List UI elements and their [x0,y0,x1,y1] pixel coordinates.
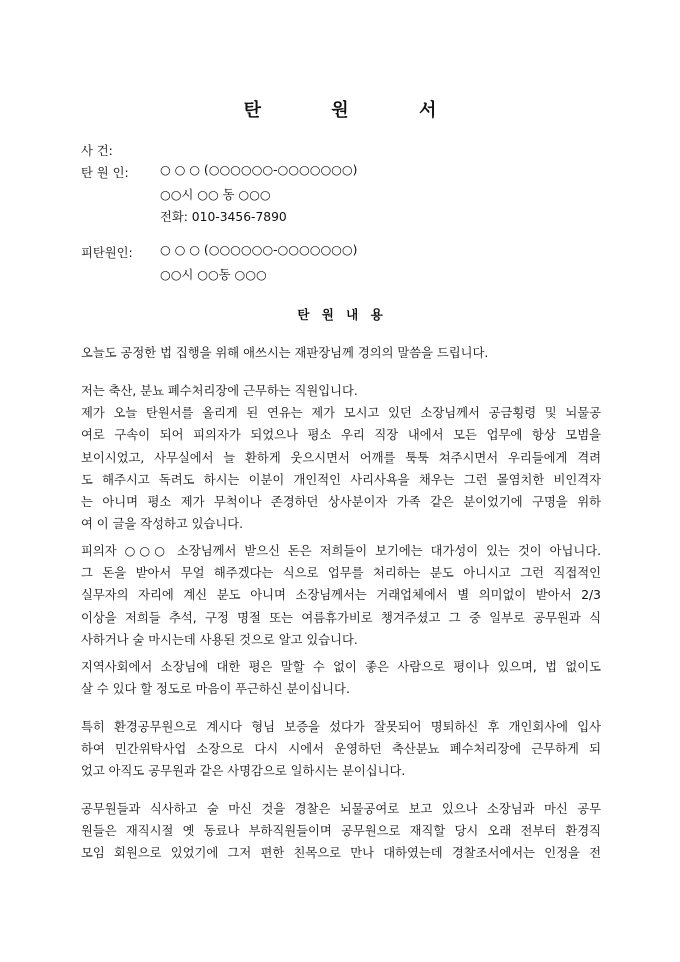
title-char: 원 [331,100,349,121]
defendant-address: ○○시 ○○동 ○○○ [160,268,267,282]
paragraph-line: 피의자 ○○○ 소장님께서 받으신 돈은 저희들이 보기에는 대가성이 있는 것이 아닙니다. [81,544,601,558]
document-title [0,96,680,122]
paragraph-line: 살 수 있다 할 정도로 마음이 푸근하신 분이십니다. [81,682,350,697]
title-char: 서 [418,100,437,121]
paragraph-line: 여 이 글을 작성하고 있습니다. [81,517,244,532]
defendant-label: 피탄원인: [81,246,133,260]
defendant-name: ○ ○ ○ (○○○○○○-○○○○○○○) [160,243,358,257]
paragraph-line: 그 돈을 받아서 무얼 해주겠다는 식으로 업무를 처리하는 분도 아니시고 그런 직접적인 [81,566,601,581]
paragraph-line: 원들은 재직시절 옛 동료나 부하직원들이며 공무원으로 재직할 당시 오래 전부터 환경직 [81,824,601,839]
title-char: 탄 [243,100,262,121]
case-label: 사 건: [81,144,113,158]
paragraph [81,798,601,865]
paragraph-line: 도 해주시고 독려도 하시는 이분이 개인적인 사리사욕을 채우는 그런 몰염치한 비인격자 [81,472,601,487]
paragraph-line: 는 아니며 평소 제가 무척이나 존경하던 상사분이자 가족 같은 분이었기에 구명을 위하 [81,494,601,509]
paragraph [81,342,601,364]
paragraph-line: 보이시었고, 사무실에서 늘 환하게 웃으시면서 어깨를 툭툭 쳐주시면서 우리들에게 격려 [81,450,601,465]
petitioner-address: ○○시 ○○ 동 ○○○ [160,188,271,202]
paragraph-line: 제가 오늘 탄원서를 올리게 된 연유는 제가 모시고 있던 소장님께서 공금횡령 및 뇌물공 [81,406,601,421]
paragraph-line: 저는 축산, 분뇨 폐수처리장에 근무하는 직원입니다. [81,384,358,398]
paragraph-line: 실무자의 자리에 계신 분도 아니며 소장님께서는 거래업체에서 별 의미없이 받아서 2/3 [81,588,601,603]
paragraph-line: 지역사회에서 소장님에 대한 평은 말할 수 없이 좋은 사람으로 평이나 있으며, 법 없이도 [81,660,601,674]
paragraph-line: 특히 환경공무원으로 계시다 형님 보증을 섰다가 잘못되어 명퇴하신 후 개인회사에 입사 [81,720,601,734]
paragraph [81,656,601,700]
paragraph-line: 모임 회원으로 있었기에 그저 편한 친목으로 만나 대하였는데 경찰조서에서는 인정을 전 [81,846,601,861]
petitioner-phone: 전화: 010-3456-7890 [160,210,287,224]
paragraph [81,540,601,651]
paragraph-line: 사하거나 술 마시는데 사용된 것으로 알고 있습니다. [81,632,358,647]
paragraph-line: 었고 아직도 공무원과 같은 사명감으로 일하시는 분이십니다. [81,764,406,779]
paragraph [81,716,601,783]
paragraph-line: 여로 구속이 되어 피의자가 되었으나 평소 우리 직장 내에서 모든 업무에 항상 모범을 [81,428,601,443]
petitioner-label: 탄 원 인: [81,166,129,180]
paragraph-line: 공무원들과 식사하고 술 마신 것을 경찰은 뇌물공여로 보고 있으나 소장님과 마신 공무 [81,802,601,816]
paragraph-line: 이상을 저희들 추석, 구정 명절 또는 여름휴가비로 챙겨주셨고 그 중 일부로 공무원과 식 [81,610,601,625]
paragraph-line: 하여 민간위탁사업 소장으로 다시 시에서 운영하던 축산분뇨 폐수처리장에 근무하게 되 [81,742,601,757]
paragraph-line: 오늘도 공정한 법 집행을 위해 애쓰시는 재판장님께 경의의 말씀을 드립니다. [81,346,489,360]
section-title: 탄 원 내 용 [297,307,383,322]
petitioner-name: ○ ○ ○ (○○○○○○-○○○○○○○) [160,163,358,177]
paragraph [81,380,601,535]
